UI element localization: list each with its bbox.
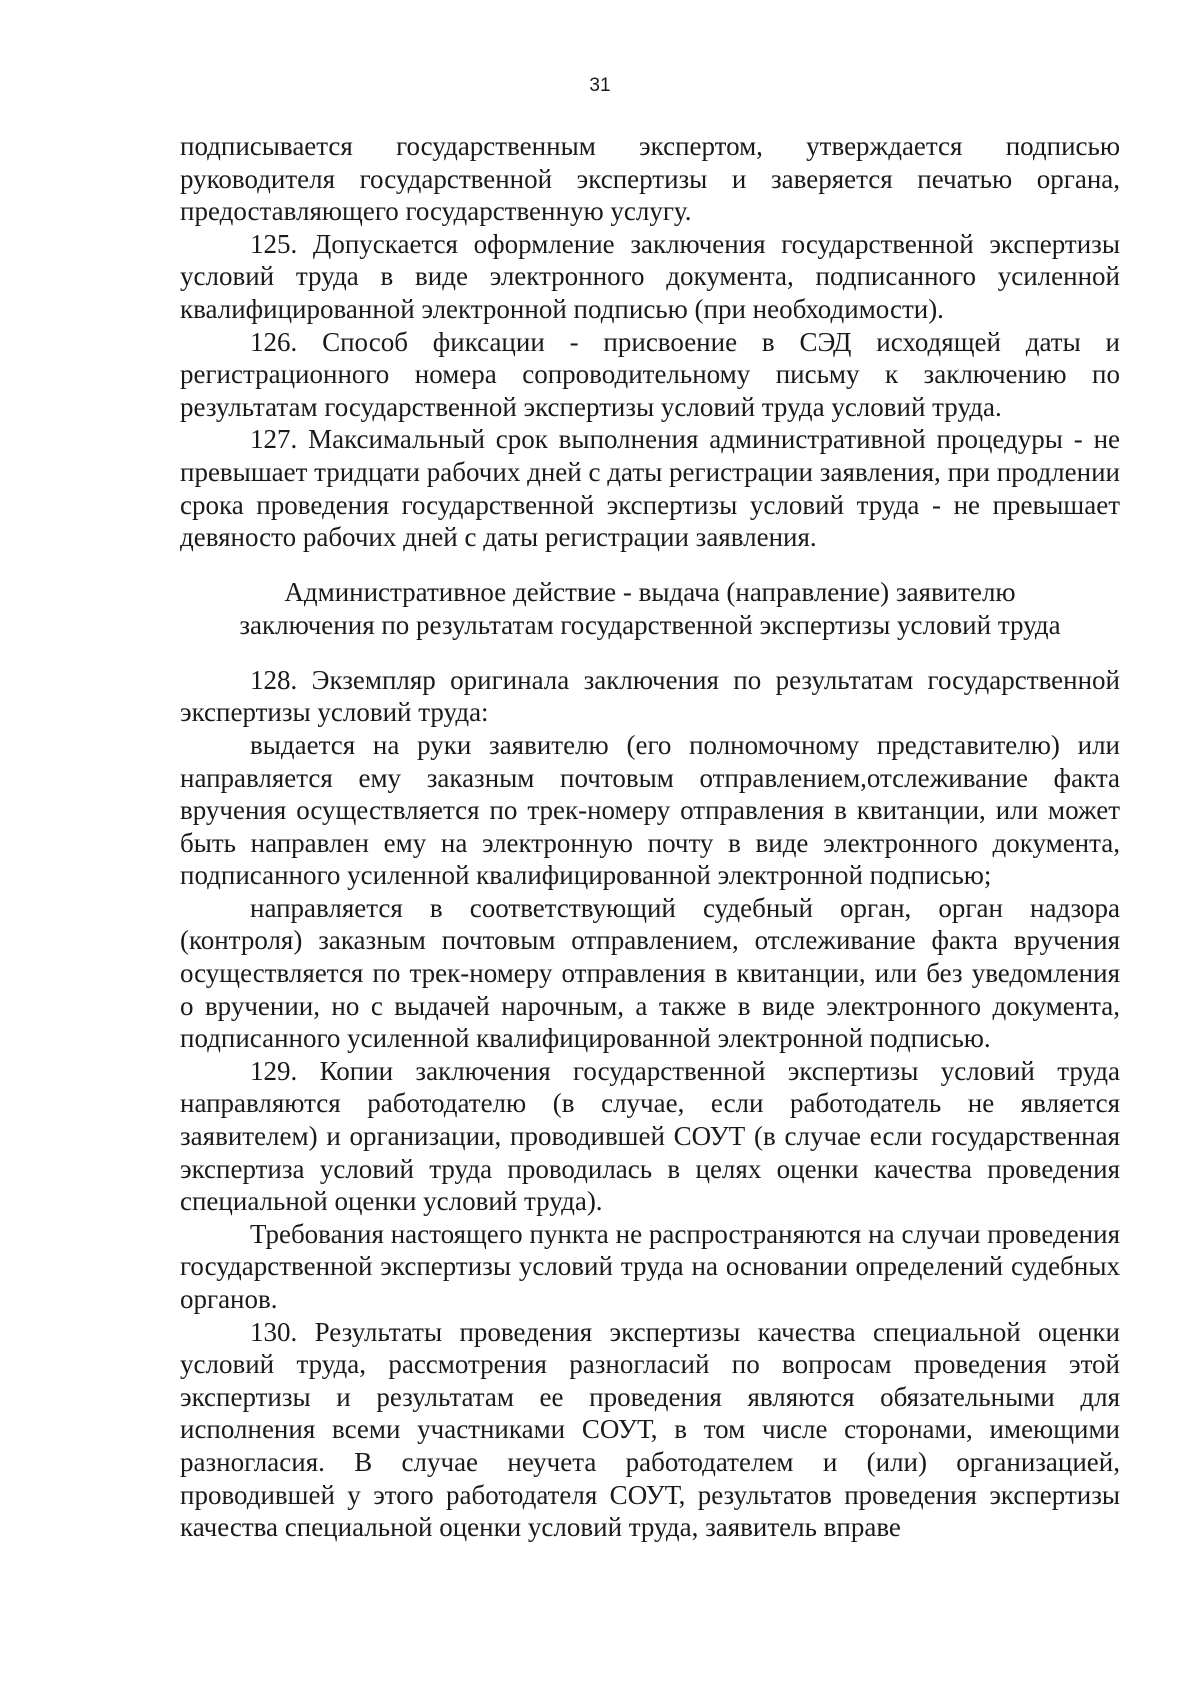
- paragraph-130: 130. Результаты проведения экспертизы качества специальной оценки условий труда, рассмотрения разногласий по вопросам проведения этой экспертизы и результатам ее проведения являются обязательными для исполнения всеми участниками СОУТ, в том числе сторонами, имеющими разногласия. В случае неучета работодателем и (или) организацией, проводившей у этого работодателя СОУТ, результатов проведения экспертизы качества специальной оценки условий труда, заявитель вправе: [180, 1316, 1120, 1543]
- section-heading: [180, 576, 1120, 642]
- paragraph-continuation: подписывается государственным экспертом, утверждается подписью руководителя государственной экспертизы и заверяется печатью органа, предоставляющего государственную услугу.: [180, 131, 1120, 227]
- document-body: [180, 130, 1120, 1544]
- paragraph-129-requirements: Требования настоящего пункта не распространяются на случаи проведения государственной экспертизы условий труда на основании определений судебных органов.: [180, 1218, 1120, 1314]
- page-number: 31: [589, 75, 611, 96]
- section-heading-line-1: Административное действие - выдача (направление) заявителю: [284, 576, 1016, 607]
- paragraph-129: 129. Копии заключения государственной экспертизы условий труда направляются работодателю (в случае, если работодатель не является заявителем) и организации, проводившей СОУТ (в случае если государственная экспертиза условий труда проводилась в целях оценки качества проведения специальной оценки условий труда).: [180, 1055, 1120, 1217]
- paragraph-128: 128. Экземпляр оригинала заключения по результатам государственной экспертизы условий труда:: [180, 664, 1120, 728]
- paragraph-127: 127. Максимальный срок выполнения административной процедуры - не превышает тридцати рабочих дней с даты регистрации заявления, при продлении срока проведения государственной экспертизы условий труда - не превышает девяносто рабочих дней с даты регистрации заявления.: [180, 424, 1120, 553]
- paragraph-126: 126. Способ фиксации - присвоение в СЭД исходящей даты и регистрационного номера сопроводительному письму к заключению по результатам государственной экспертизы условий труда условий труда.: [180, 326, 1120, 422]
- section-heading-line-2: заключения по результатам государственной экспертизы условий труда: [239, 609, 1061, 640]
- paragraph-125: 125. Допускается оформление заключения государственной экспертизы условий труда в виде электронного документа, подписанного усиленной квалифицированной электронной подписью (при необходимости).: [180, 228, 1120, 324]
- paragraph-128-item-2: направляется в соответствующий судебный орган, орган надзора (контроля) заказным почтовым отправлением, отслеживание факта вручения осуществляется по трек-номеру отправления в квитанции, или без уведомления о вручении, но с выдачей нарочным, а также в виде электронного документа, подписанного усиленной квалифицированной электронной подписью.: [180, 892, 1120, 1054]
- paragraph-128-item-1: выдается на руки заявителю (его полномочному представителю) или направляется ему заказным почтовым отправлением,отслеживание факта вручения осуществляется по трек-номеру отправления в квитанции, или может быть направлен ему на электронную почту в виде электронного документа, подписанного усиленной квалифицированной электронной подписью;: [180, 729, 1120, 891]
